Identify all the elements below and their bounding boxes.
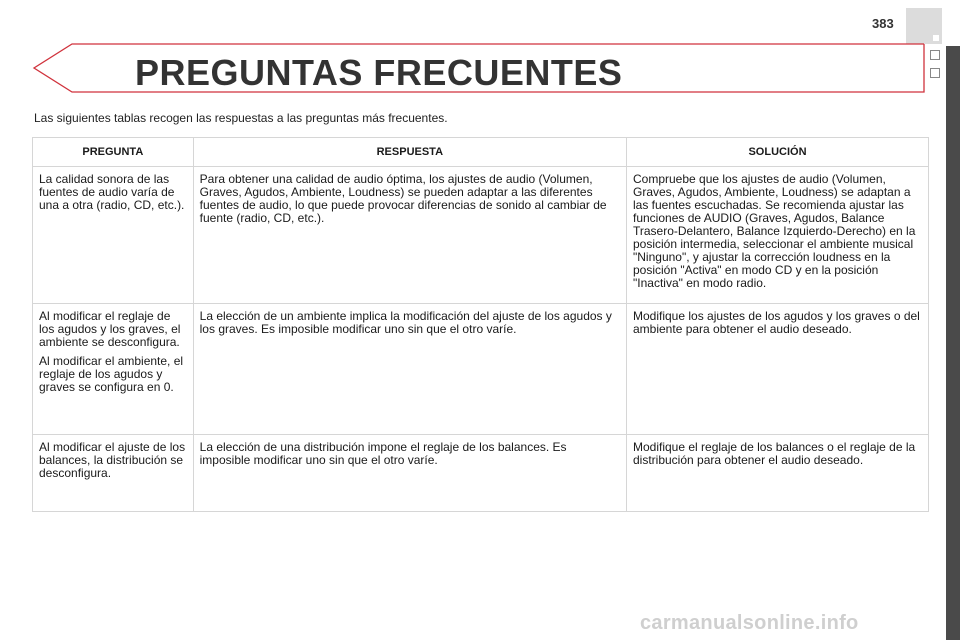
question-cell [33, 435, 194, 512]
question-cell [33, 304, 194, 435]
solution-cell: Compruebe que los ajustes de audio (Volumen, Graves, Agudos, Ambiente, Loudness) se adaptan a las fuentes escuchadas. Se recomienda ajustar las funciones de AUDIO (Graves, Agudos, Balance Trasero-Delantero, Balance Izquierdo-Derecho) en la posición intermedia, seleccionar el ambiente musical "Ninguno", y ajustar la corrección loudness en la posición "Activa" en modo CD y en la posición "Inactiva" en modo radio. [627, 167, 929, 304]
answer-cell: La elección de una distribución impone el reglaje de los balances. Es imposible modificar uno sin que el otro varíe. [193, 435, 626, 512]
question-text: Al modificar el ajuste de los balances, la distribución se desconfigura. [39, 440, 186, 480]
intro-text: Las siguientes tablas recogen las respuestas a las preguntas más frecuentes. [34, 111, 448, 125]
page-number: 383 [872, 16, 894, 31]
page-title: PREGUNTAS FRECUENTES [135, 52, 623, 93]
table-row [33, 435, 929, 512]
table-row [33, 167, 929, 304]
question-text: Al modificar el ambiente, el reglaje de los agudos y graves se configura en 0. [39, 354, 184, 394]
answer-cell: La elección de un ambiente implica la modificación del ajuste de los agudos y los graves. Es imposible modificar uno sin que el otro varíe. [193, 304, 626, 435]
table-row [33, 304, 929, 435]
side-bar [946, 46, 960, 640]
solution-cell: Modifique los ajustes de los agudos y los graves o del ambiente para obtener el audio deseado. [627, 304, 929, 435]
answer-cell: Para obtener una calidad de audio óptima, los ajustes de audio (Volumen, Graves, Agudos, Ambiente, Loudness) se pueden adaptar a las diferentes fuentes de audio, lo que puede provocar diferencias de sonido al cambiar de fuente (radio, CD, etc.). [193, 167, 626, 304]
table-header-row [33, 138, 929, 167]
column-header-pregunta: PREGUNTA [33, 138, 194, 167]
column-header-solucion: SOLUCIÓN [627, 138, 929, 167]
column-header-respuesta: RESPUESTA [193, 138, 626, 167]
question-cell [33, 167, 194, 304]
question-text: La calidad sonora de las fuentes de audio varía de una a otra (radio, CD, etc.). [39, 172, 185, 212]
faq-table [32, 137, 929, 512]
watermark-text: carmanualsonline.info [640, 612, 859, 634]
question-text: Al modificar el reglaje de los agudos y los graves, el ambiente se desconfigura. [39, 309, 181, 349]
solution-cell: Modifique el reglaje de los balances o el reglaje de la distribución para obtener el audio deseado. [627, 435, 929, 512]
